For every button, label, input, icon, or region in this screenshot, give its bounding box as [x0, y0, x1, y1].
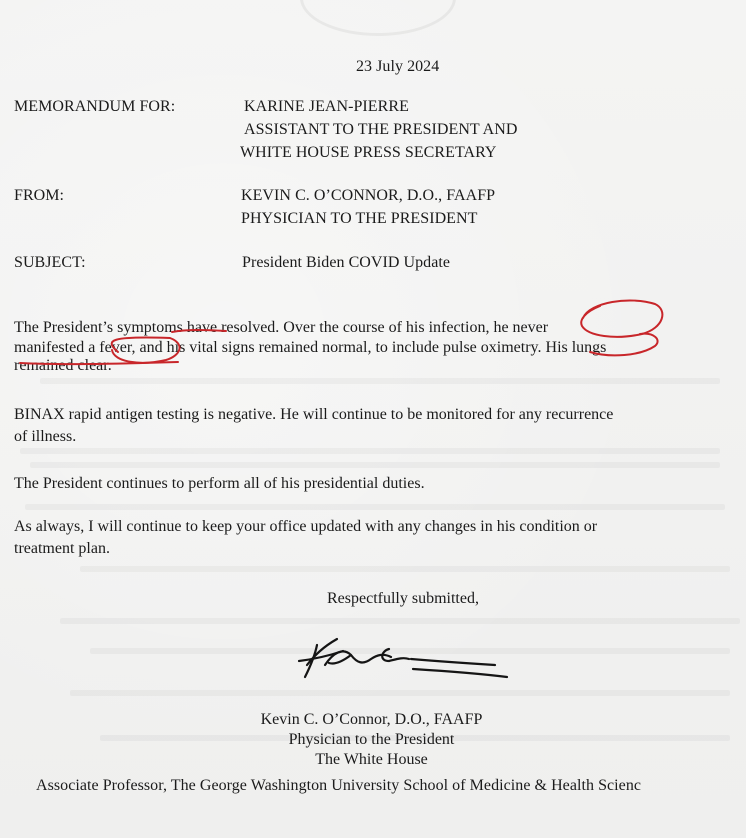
recipient-title: WHITE HOUSE PRESS SECRETARY [240, 144, 497, 161]
body-line: The President’s symptoms have resolved. Over the course of his infection, he never [14, 319, 549, 336]
bleed-through-line [30, 462, 720, 468]
body-line: As always, I will continue to keep your office updated with any changes in his condition or [14, 518, 598, 535]
sender-title: PHYSICIAN TO THE PRESIDENT [241, 210, 478, 227]
memorandum-for-label: MEMORANDUM FOR: [14, 98, 176, 115]
body-paragraph [14, 516, 742, 560]
closing [30, 589, 746, 609]
body-paragraph [14, 404, 742, 448]
body-paragraph [14, 473, 742, 495]
body-line: remained clear. [14, 357, 112, 374]
body-line: treatment plan. [14, 540, 110, 557]
body-line: BINAX rapid antigen testing is negative. He will continue to be monitored for any recurrence [14, 406, 614, 423]
subject-text: President Biden COVID Update [242, 254, 451, 271]
signer-title: Physician to the President [288, 731, 455, 748]
sender-name: KEVIN C. O’CONNOR, D.O., FAAFP [241, 187, 496, 204]
body-paragraph [14, 317, 742, 377]
bleed-through-line [40, 378, 720, 384]
from-label: FROM: [14, 187, 65, 204]
body-line: The President continues to perform all of his presidential duties. [14, 475, 425, 492]
recipient-title: ASSISTANT TO THE PRESIDENT AND [244, 121, 518, 138]
closing-text: Respectfully submitted, [327, 590, 479, 607]
memo-date: 23 July 2024 [356, 58, 440, 75]
body-line: manifested a fever, and his vital signs remained normal, to include pulse oximetry. His lungs [14, 339, 607, 356]
seal-watermark [300, 0, 456, 36]
recipient-name: KARINE JEAN-PIERRE [244, 98, 409, 115]
signer-affiliation: Associate Professor, The George Washington University School of Medicine & Health Scienc [36, 777, 642, 794]
signer-office: The White House [315, 751, 428, 768]
subject-label: SUBJECT: [14, 254, 86, 271]
bleed-through-line [60, 618, 740, 624]
bleed-through-line [25, 504, 725, 510]
signature-block [0, 710, 746, 770]
body-line: of illness. [14, 428, 77, 445]
signature-mark [285, 625, 525, 695]
signer-name: Kevin C. O’Connor, D.O., FAAFP [260, 711, 483, 728]
bleed-through-line [80, 566, 730, 572]
bleed-through-line [20, 448, 720, 454]
